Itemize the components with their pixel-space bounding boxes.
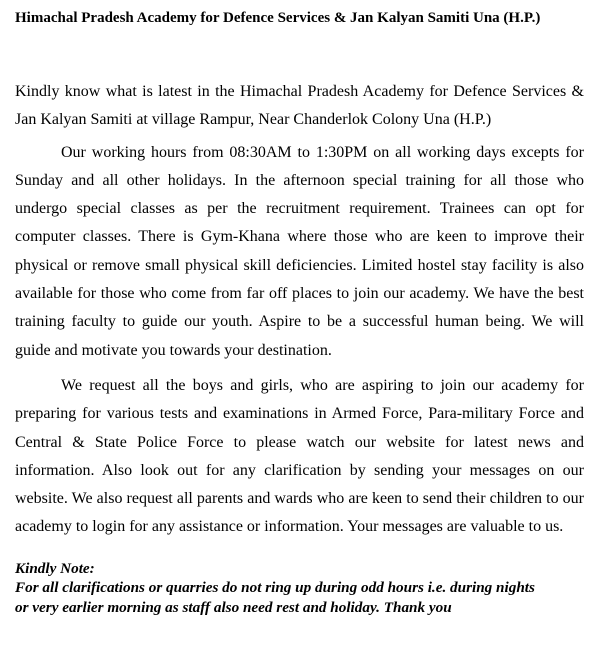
kindly-note [15, 559, 584, 618]
note-line-2: or very earlier morning as staff also need rest and holiday. Thank you [15, 598, 452, 616]
intro-paragraph: Kindly know what is latest in the Himachal Pradesh Academy for Defence Services & Jan Kalyan Samiti at village Rampur, Near Chanderlok Colony Una (H.P.) [15, 83, 584, 129]
document-page [15, 8, 584, 617]
request-paragraph: We request all the boys and girls, who are aspiring to join our academy for preparing for various tests and examinations in Armed Force, Para-military Force and Central & State Police Force to please watch our website for latest news and information. Also look out for any clarification by sending your messages on our website. We also request all parents and wards who are keen to send their children to our academy to login for any assistance or information. Your messages are valuable to us. [15, 376, 584, 536]
document-title: Himachal Pradesh Academy for Defence Services & Jan Kalyan Samiti Una (H.P.) [15, 10, 541, 26]
working-hours-paragraph: Our working hours from 08:30AM to 1:30PM on all working days excepts for Sunday and all other holidays. In the afternoon special training for all those who undergo special classes as per the recruitment requirement. Trainees can opt for computer classes. There is Gym-Khana where those who are keen to improve their physical or remove small physical skill deficiencies. Limited hostel stay facility is also available for those who come from far off places to join our academy. We have the best training faculty to guide our youth. Aspire to be a successful human being. We will guide and motivate you towards your destination. [15, 143, 584, 359]
note-line-1: For all clarifications or quarries do not ring up during odd hours i.e. during nights [15, 579, 535, 597]
note-heading: Kindly Note: [15, 559, 95, 577]
